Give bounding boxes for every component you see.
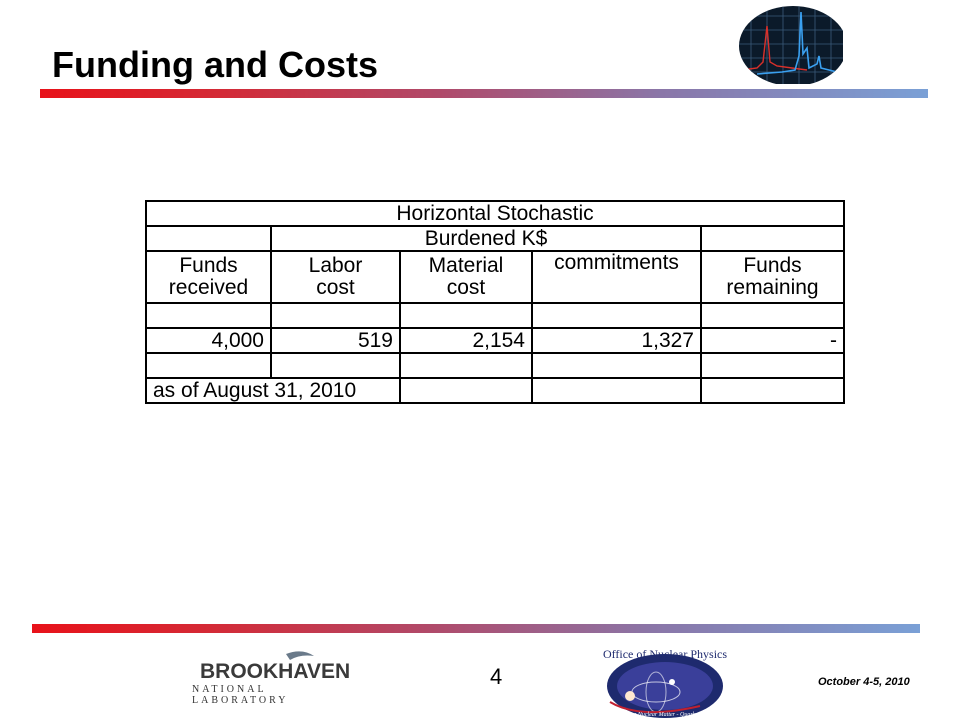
spectrum-logo <box>737 4 845 84</box>
bnl-subtitle: NATIONAL LABORATORY <box>192 684 289 706</box>
empty-cell <box>701 226 844 251</box>
funding-table <box>145 200 845 404</box>
header-commitments: commitments <box>532 251 701 303</box>
header-material-cost: Material cost <box>400 251 532 303</box>
table-subtitle: Burdened K$ <box>271 226 701 251</box>
value-labor-cost: 519 <box>271 328 400 353</box>
header-gradient-bar <box>40 89 928 98</box>
onp-title: Office of Nuclear Physics <box>602 647 728 661</box>
value-funds-remaining: - <box>701 328 844 353</box>
value-commitments: 1,327 <box>532 328 701 353</box>
table-footnote: as of August 31, 2010 <box>146 378 400 403</box>
table-row <box>146 303 844 328</box>
value-material-cost: 2,154 <box>400 328 532 353</box>
office-of-nuclear-physics-logo <box>600 642 730 720</box>
empty-cell <box>146 226 271 251</box>
table-title: Horizontal Stochastic <box>146 201 844 226</box>
footer-gradient-bar <box>32 624 920 633</box>
brookhaven-logo <box>190 648 355 708</box>
header-funds-remaining: Funds remaining <box>701 251 844 303</box>
slide-title: Funding and Costs <box>52 44 378 85</box>
header-funds-received: Funds received <box>146 251 271 303</box>
presentation-date: October 4-5, 2010 <box>818 676 910 688</box>
table-row <box>146 328 844 353</box>
page-number: 4 <box>490 664 503 689</box>
table-row <box>146 378 844 403</box>
value-funds-received: 4,000 <box>146 328 271 353</box>
header-labor-cost: Labor cost <box>271 251 400 303</box>
bnl-name: BROOKHAVEN <box>200 660 351 683</box>
onp-tagline: Exploring Nuclear Matter - Quarks to Stars <box>612 712 718 718</box>
table-row <box>146 353 844 378</box>
